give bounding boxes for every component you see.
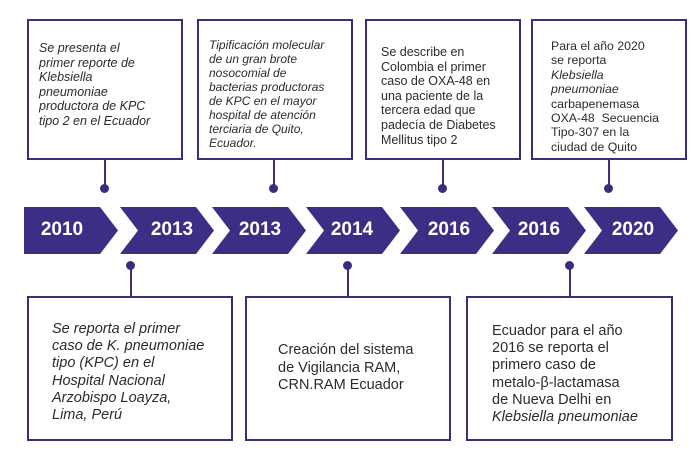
text-run: Klebsiella — [39, 70, 93, 85]
text-line — [551, 140, 659, 154]
year-label-2010: 2010 — [40, 219, 84, 240]
event-text-2020 — [551, 39, 659, 154]
text-run: Se reporta el primer — [52, 321, 181, 337]
year-label-2013-b: 2013 — [238, 219, 282, 240]
text-run: productora de KPC — [39, 99, 146, 114]
text-run: Hospital Nacional — [52, 372, 165, 389]
text-run: de KPC en el mayor — [209, 94, 317, 108]
text-run: primer reporte de — [39, 55, 135, 70]
year-label-2016-b: 2016 — [517, 219, 561, 240]
text-run: caso de OXA-48 en — [381, 74, 491, 89]
text-line — [551, 111, 659, 125]
text-run: 2016 se reporta el — [492, 340, 609, 357]
connector-dot — [604, 184, 613, 193]
event-box-2016-oxa48 — [365, 19, 521, 160]
year-label-2014: 2014 — [330, 219, 374, 240]
text-line — [39, 99, 150, 114]
event-text-2014 — [278, 342, 413, 395]
text-line — [209, 80, 324, 94]
text-run: tipo (KPC) en el — [52, 355, 155, 372]
text-line — [381, 133, 496, 148]
event-box-2013-molecular — [197, 19, 353, 160]
text-run: padecía de Diabetes — [381, 117, 496, 132]
text-run: hospital de atención — [209, 108, 316, 122]
text-run: nosocomial de — [209, 66, 287, 80]
connector-dot — [100, 184, 109, 193]
text-run: Creación del sistema — [278, 342, 414, 358]
text-run: tipo 2 en el Ecuador — [39, 113, 151, 128]
text-line — [492, 357, 638, 374]
event-box-2014 — [245, 296, 451, 441]
text-line — [381, 118, 496, 133]
text-line — [551, 125, 659, 139]
text-line — [551, 97, 659, 111]
text-line — [278, 360, 413, 378]
text-line — [52, 355, 204, 372]
text-line — [52, 373, 204, 390]
text-run: Tipificación molecular — [209, 38, 325, 52]
text-line — [209, 108, 324, 122]
text-run: una paciente de la — [381, 88, 484, 103]
text-run: Mellitus tipo 2 — [381, 132, 458, 147]
text-run: Klebsiella — [551, 67, 604, 82]
year-label-2013-a: 2013 — [150, 219, 194, 240]
text-run: Klebsiella pneumoniae — [492, 409, 638, 426]
text-run: terciaria de Quito, — [209, 122, 304, 136]
text-run: carbapenemasa — [551, 96, 640, 111]
connector-dot — [438, 184, 447, 193]
connector-line — [130, 266, 132, 296]
text-line — [52, 321, 204, 338]
text-line — [209, 52, 324, 66]
text-run: primero caso de — [492, 357, 596, 374]
text-line — [381, 103, 496, 118]
text-run: Colombia el primer — [381, 59, 486, 74]
text-run: Arzobispo Loayza, — [52, 389, 172, 406]
text-line — [492, 375, 638, 392]
text-run: OXA-48 Secuencia — [551, 111, 660, 126]
text-run: tercera edad que — [381, 103, 476, 118]
text-run: ciudad de Quito — [551, 139, 638, 154]
event-text-2016-ndm — [492, 323, 638, 426]
text-line — [39, 70, 150, 85]
event-text-2013-molecular — [209, 38, 324, 150]
text-line — [551, 68, 659, 82]
text-line — [551, 53, 659, 67]
text-line — [39, 114, 150, 129]
year-label-2020: 2020 — [611, 219, 655, 240]
text-run: Se presenta el — [39, 41, 120, 55]
text-line — [381, 60, 496, 75]
text-line — [551, 39, 659, 53]
text-line — [52, 407, 204, 424]
text-run: metalo-β-lactamasa — [492, 374, 620, 391]
text-run: pneumoniae — [39, 84, 108, 99]
text-line — [278, 342, 413, 360]
text-line — [52, 390, 204, 407]
event-box-2016-ndm — [466, 296, 673, 441]
text-line — [381, 89, 496, 104]
text-run: Ecuador. — [209, 136, 257, 150]
text-run: caso de K. pneumoniae — [52, 338, 205, 355]
text-run: pneumoniae — [551, 82, 619, 97]
text-run: Tipo-307 en la — [551, 125, 630, 140]
event-box-2020 — [531, 19, 687, 160]
text-line — [492, 409, 638, 426]
text-line — [381, 74, 496, 89]
text-line — [492, 340, 638, 357]
event-box-2010 — [27, 19, 183, 160]
text-run: Ecuador para el año — [492, 323, 623, 339]
text-run: Para el año 2020 — [551, 39, 645, 53]
text-line — [209, 122, 324, 136]
text-line — [381, 45, 496, 60]
text-run: Se describe en — [381, 45, 465, 59]
text-line — [278, 377, 413, 395]
text-run: CRN.RAM Ecuador — [278, 377, 404, 393]
text-run: de un gran brote — [209, 52, 298, 66]
event-box-2013-peru — [27, 296, 233, 441]
text-run: de Nueva Delhi en — [492, 391, 612, 408]
text-line — [52, 338, 204, 355]
text-line — [209, 94, 324, 108]
text-line — [39, 85, 150, 100]
text-line — [492, 323, 638, 340]
text-run: se reporta — [551, 53, 607, 68]
connector-line — [569, 266, 571, 296]
text-line — [39, 56, 150, 71]
text-line — [209, 38, 324, 52]
text-line — [39, 41, 150, 56]
text-line — [492, 392, 638, 409]
text-line — [209, 66, 324, 80]
connector-dot — [269, 184, 278, 193]
text-run: de Vigilancia RAM, — [278, 359, 401, 376]
text-line — [209, 136, 324, 150]
connector-line — [347, 266, 349, 296]
event-text-2010 — [39, 41, 150, 129]
text-run: bacterias productoras — [209, 80, 325, 94]
event-text-2016-oxa48 — [381, 45, 496, 147]
text-line — [551, 82, 659, 96]
text-run: Lima, Perú — [52, 407, 123, 424]
event-text-2013-peru — [52, 321, 204, 424]
year-label-2016-a: 2016 — [427, 219, 471, 240]
